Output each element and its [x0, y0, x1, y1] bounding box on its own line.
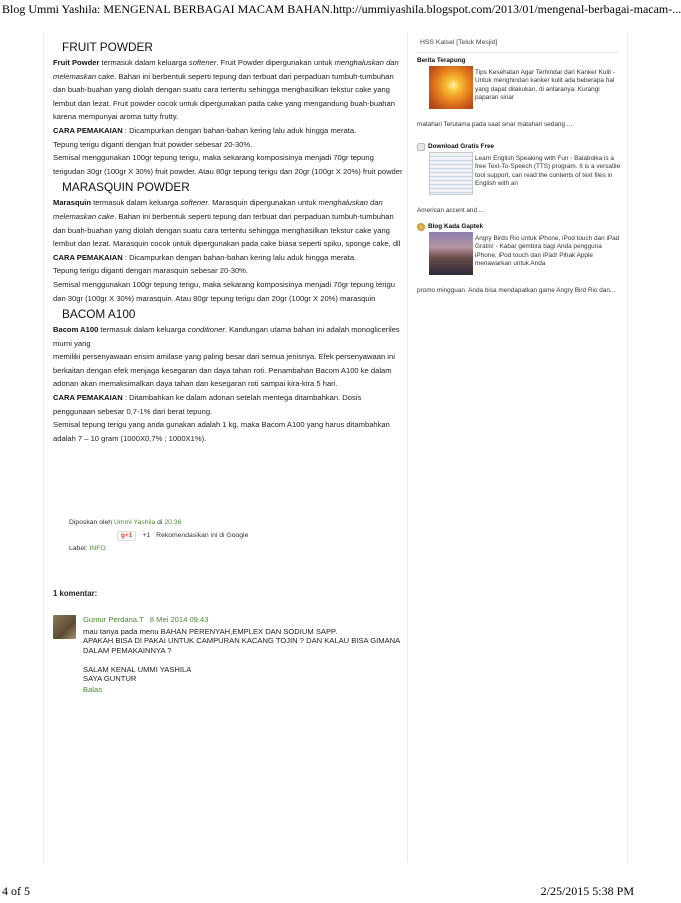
comment-line: SAYA GUNTUR [83, 674, 137, 684]
feed-thumbnail[interactable] [429, 66, 473, 109]
post-time-link[interactable]: 20.36 [164, 519, 182, 526]
paragraph-text: . Marasquin dipergunakan untuk [207, 198, 319, 208]
feed-title-link[interactable]: Berita Terapung [417, 57, 466, 64]
bold-term: Fruit Powder [53, 58, 100, 67]
paragraph-text: Semisal menggunakan 100gr tepung terigu, maka sekarang komposisinya menjadi 70gr tepung terigudan 30gr (100gr X 30%) fruit powder. Atau 80gr tepung terigu dan 20gr (100gr X 20%) fruit powder [53, 153, 403, 176]
paragraph-text: Tepung terigu diganti dengan fruit powder sebesar 20-30%. [53, 139, 253, 149]
feed-thumbnail[interactable] [429, 152, 473, 195]
post-byline: Diposkan oleh Ummi Yashila di 20.36 [69, 519, 182, 526]
paragraph-text: Tepung terigu diganti dengan marasquin sebesar 20-30%. [53, 266, 249, 276]
avatar[interactable] [53, 615, 76, 639]
post-section [53, 38, 405, 178]
section-paragraph [53, 264, 405, 278]
widget-title: HSS Kalsel [Teluk Mesjid] [420, 39, 498, 46]
section-paragraph [53, 196, 405, 250]
section-paragraph [53, 56, 405, 124]
print-footer [0, 884, 638, 900]
section-paragraph [53, 138, 405, 152]
feed-item-download-gratis [417, 142, 622, 226]
section-paragraph [53, 278, 405, 305]
print-page-number: 4 of 5 [2, 884, 30, 898]
bold-term: Marasquin [53, 198, 91, 208]
feed-snippet: Learn English Speaking with Fun - Balabolka is a free Text-To-Speech (TTS) program. It is a versatile tool support, can read the contents of text files in English with an [475, 155, 621, 187]
comment-line: mau tanya pada menu BAHAN PERENYAH,EMPLEX DAN SODIUM SAPP. [83, 627, 338, 636]
sidebar [414, 32, 628, 862]
reply-link[interactable]: Balas [83, 685, 102, 695]
plus-one-row [117, 529, 399, 542]
bold-term: Bacom A100 [53, 325, 99, 335]
feed-snippet: Tips Kesehatan Agar Terhindar dari Kanker Kulit - Untuk menghindari kanker kulit ada beberapa hal yang dapat dilakukan, di antaranya: Kurangi paparan sinar [475, 69, 615, 101]
section-heading: BACOM A100 [62, 307, 136, 322]
feed-snippet-tail: matahari Terutama pada saat sinar matahari sedang ... [417, 121, 573, 128]
italic-term: menghaluskan dan melemaskan cake [53, 198, 383, 221]
section-paragraph [53, 124, 405, 138]
paragraph-text: termasuk dalam keluarga [99, 58, 189, 67]
section-heading: FRUIT POWDER [62, 40, 153, 54]
bold-term: CARA PEMAKAIAN [53, 252, 123, 262]
recommend-text: Rekomendasikan ini di Google [156, 532, 249, 539]
feed-title-link[interactable]: Blog Kada Gaptek [417, 222, 622, 232]
comment-body [83, 615, 403, 695]
author-link[interactable]: Ummi Yashila [113, 519, 156, 526]
print-page-title: Blog Ummi Yashila: MENGENAL BERBAGAI MACAM BAHAN... [2, 2, 339, 16]
italic-term: softener [188, 58, 217, 67]
italic-term: conditioner [187, 325, 225, 335]
feed-title-link[interactable]: Download Gratis Free [417, 142, 622, 152]
section-paragraph [53, 323, 405, 350]
paragraph-text: : Ditambahkan ke dalam adonan setelah mentega ditambahkan. Dosis penggunaan sebesar 0,7-1% dari berat tepung. [53, 393, 362, 416]
feed-snippet: Angry Birds Rio untuk iPhone, iPod touch dan iPad Gratis! - Kabar gembira bagi Anda pengguna iPhone, iPod touch dan iPad! Pihak Apple menawarkan untuk Anda [475, 235, 620, 267]
section-paragraph [53, 251, 405, 265]
feed-snippet-tail: promo mingguan. Anda bisa mendapatkan game Angry Bird Rio dan... [417, 287, 616, 294]
feed-snippet-tail: American accent and ... [417, 207, 485, 214]
print-datetime: 2/25/2015 5:38 PM [540, 884, 634, 898]
comment-author-link[interactable]: Guntur Perdana.T [83, 615, 144, 624]
paragraph-text: cake. Bahan ini berbentuk seperti tepung dan terbuat dari perpaduan tumbuh-tumbuhan dan buah-buahan yang diolah dengan suatu cara tertentu sehingga menghasilkan tekstur cake yang lembut dan lezat. Fruit powder cocok untuk dipergunakan pada cake yang mengandung buah-buahan karena mempunyai aroma tutty frutty. [53, 71, 395, 122]
document-icon [417, 143, 425, 151]
feed-item-blog-kada-gaptek [417, 222, 622, 312]
blog-feed-icon [417, 223, 425, 231]
paragraph-text: Semisal menggunakan 100gr tepung terigu, maka sekarang komposisinya menjadi 70gr tepung terigu dan 30gr (100gr X 30%) marasquin. Atau 80gr tepung terigu dan 20gr (100gr X 20%) marasquin [53, 279, 395, 303]
main-column [43, 32, 408, 862]
paragraph-text: . Bahan ini berbentuk seperti tepung dan terbuat dari perpaduan tumbuh-tumbuhan dan buah-buahan yang diolah dengan suatu cara tertentu sehingga menghasilkan tekstur cake yang lembut dan lezat. Marasquin cocok untuk dipergunakan pada cake biasa seperti spiku, sponge cake, dll [53, 211, 401, 249]
post-labels: Label: INFO [69, 545, 106, 552]
comment-line: SALAM KENAL UMMI YASHILA [83, 664, 192, 674]
paragraph-text: : Dicampurkan dengan bahan-bahan kering lalu aduk hingga merata. [122, 252, 357, 262]
label-link-info[interactable]: INFO [89, 545, 106, 552]
bold-term: CARA PEMAKAIAN [53, 393, 123, 403]
paragraph-text: termasuk dalam keluarga [90, 198, 181, 208]
feed-thumbnail[interactable] [429, 232, 473, 275]
post-footer [69, 516, 399, 555]
comment-date-link[interactable]: 8 Mei 2014 09.43 [149, 615, 209, 624]
italic-term: softener [180, 198, 208, 208]
bold-term: CARA PEMAKAIAN [53, 125, 123, 135]
print-header [0, 2, 681, 18]
section-paragraph [53, 350, 405, 391]
paragraph-text: : Dicampurkan dengan bahan-bahan kering lalu aduk hingga merata. [122, 125, 357, 135]
paragraph-text: memiliki persenyawaan ensim amilase yang paling besar dari semua jenisnya. Efek persenyawaan ini berkaitan dengan efek menjaga kesegaran dan daya tahan roti. Penambahan Bacom A100 ke dalam adonan akan memaksimalkan daya tahan dan kesegaran roti sampai kira-kira 5 hari. [53, 352, 395, 389]
comment-line: APAKAH BISA DI PAKAI UNTUK CAMPURAN KACANG TOJIN ? DAN KALAU BISA GIMANA DALAM PEMAKAINNYA ? [83, 636, 400, 655]
section-paragraph [53, 418, 405, 445]
paragraph-text: Semisal tepung terigu yang anda gunakan adalah 1 kg, maka Bacom A100 yang harus ditambahkan adalah 7 – 10 gram (1000X0,7% ; 1000X1%). [53, 420, 390, 443]
plus-count: +1 [142, 532, 151, 539]
comment-line [83, 655, 403, 664]
section-paragraph [53, 391, 405, 418]
google-plus-icon: g [121, 532, 125, 539]
google-plus-one-button[interactable]: g +1 [117, 531, 136, 541]
section-paragraph [53, 151, 405, 178]
widget-divider [416, 52, 619, 53]
italic-term: menghaluskan dan melemaskan [53, 58, 399, 81]
paragraph-text: . Kandungan utama bahan ini adalah monogliceriles murni yang [53, 325, 400, 348]
paragraph-text: termasuk dalam keluarga [98, 325, 188, 335]
post-section [53, 305, 405, 445]
post-body [53, 32, 405, 445]
print-page-url: http://ummiyashila.blogspot.com/2013/01/mengenal-berbagai-macam-... [333, 2, 681, 16]
comments-heading: 1 komentar: [53, 589, 98, 598]
paragraph-text: . Fruit Powder dipergunakan untuk [216, 58, 335, 67]
section-heading: MARASQUIN POWDER [62, 180, 190, 195]
post-section [53, 178, 405, 305]
